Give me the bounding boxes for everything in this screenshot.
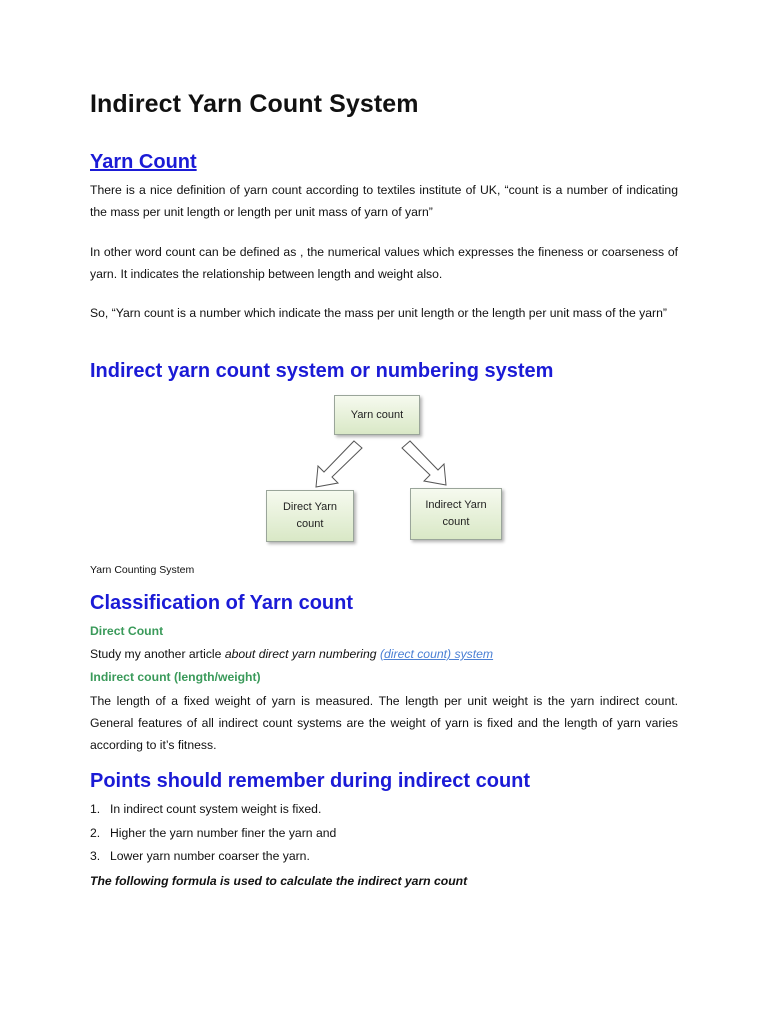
diagram-caption: Yarn Counting System (90, 564, 195, 576)
list-item: 3. Lower yarn number coarser the yarn. (90, 849, 310, 863)
arrow-left (316, 441, 362, 487)
yarn-count-diagram (266, 393, 506, 545)
indirect-box-line1: Indirect Yarn (425, 499, 487, 511)
points-list (90, 802, 336, 873)
formula-note: The following formula is used to calculate the indirect yarn count (90, 874, 468, 888)
indirect-box-line2: count (442, 516, 470, 528)
direct-count-label: Direct Count (90, 624, 164, 638)
classification-heading: Classification of Yarn count (90, 592, 354, 614)
yarn-count-box-label: Yarn count (350, 408, 404, 421)
summary-paragraph: So, “Yarn count is a number which indicate the mass per unit length or the length per unit mass of the yarn” (90, 306, 667, 320)
direct-yarn-count-box (266, 490, 354, 542)
page-title: Indirect Yarn Count System (90, 90, 419, 118)
indirect-count-label: Indirect count (length/weight) (90, 670, 261, 684)
yarn-count-heading[interactable]: Yarn Count (90, 151, 197, 173)
direct-text-italic: about direct yarn numbering (224, 647, 380, 661)
list-item: 1. In indirect count system weight is fixed. (90, 802, 322, 816)
definition-paragraph: There is a nice definition of yarn count according to textiles institute of UK, “count is a number of indicating the mass per unit length or length per unit mass of yarn of yarn” (90, 183, 678, 219)
direct-box-line2: count (296, 518, 324, 530)
indirect-yarn-count-box (410, 488, 502, 540)
arrow-right (402, 441, 446, 485)
indirect-system-heading: Indirect yarn count system or numbering system (90, 360, 554, 382)
list-item: 2. Higher the yarn number finer the yarn and (90, 825, 337, 840)
direct-box-line1: Direct Yarn (282, 501, 337, 513)
word-count-paragraph: In other word count can be defined as , the numerical values which expresses the fineness or coarseness of yarn. It indicates the relationship between length and weight also. (90, 245, 678, 281)
indirect-count-text: The length of a fixed weight of yarn is measured. The length per unit weight is the yarn indirect count. General features of all indirect count systems are the weight of yarn is fixed and the length of yarn varies according to it’s fitness. (90, 694, 678, 752)
direct-count-link[interactable]: (direct count) system (379, 647, 494, 661)
points-heading: Points should remember during indirect count (90, 770, 531, 792)
direct-count-text (90, 643, 678, 665)
direct-text-prefix: Study my another article (90, 647, 225, 661)
